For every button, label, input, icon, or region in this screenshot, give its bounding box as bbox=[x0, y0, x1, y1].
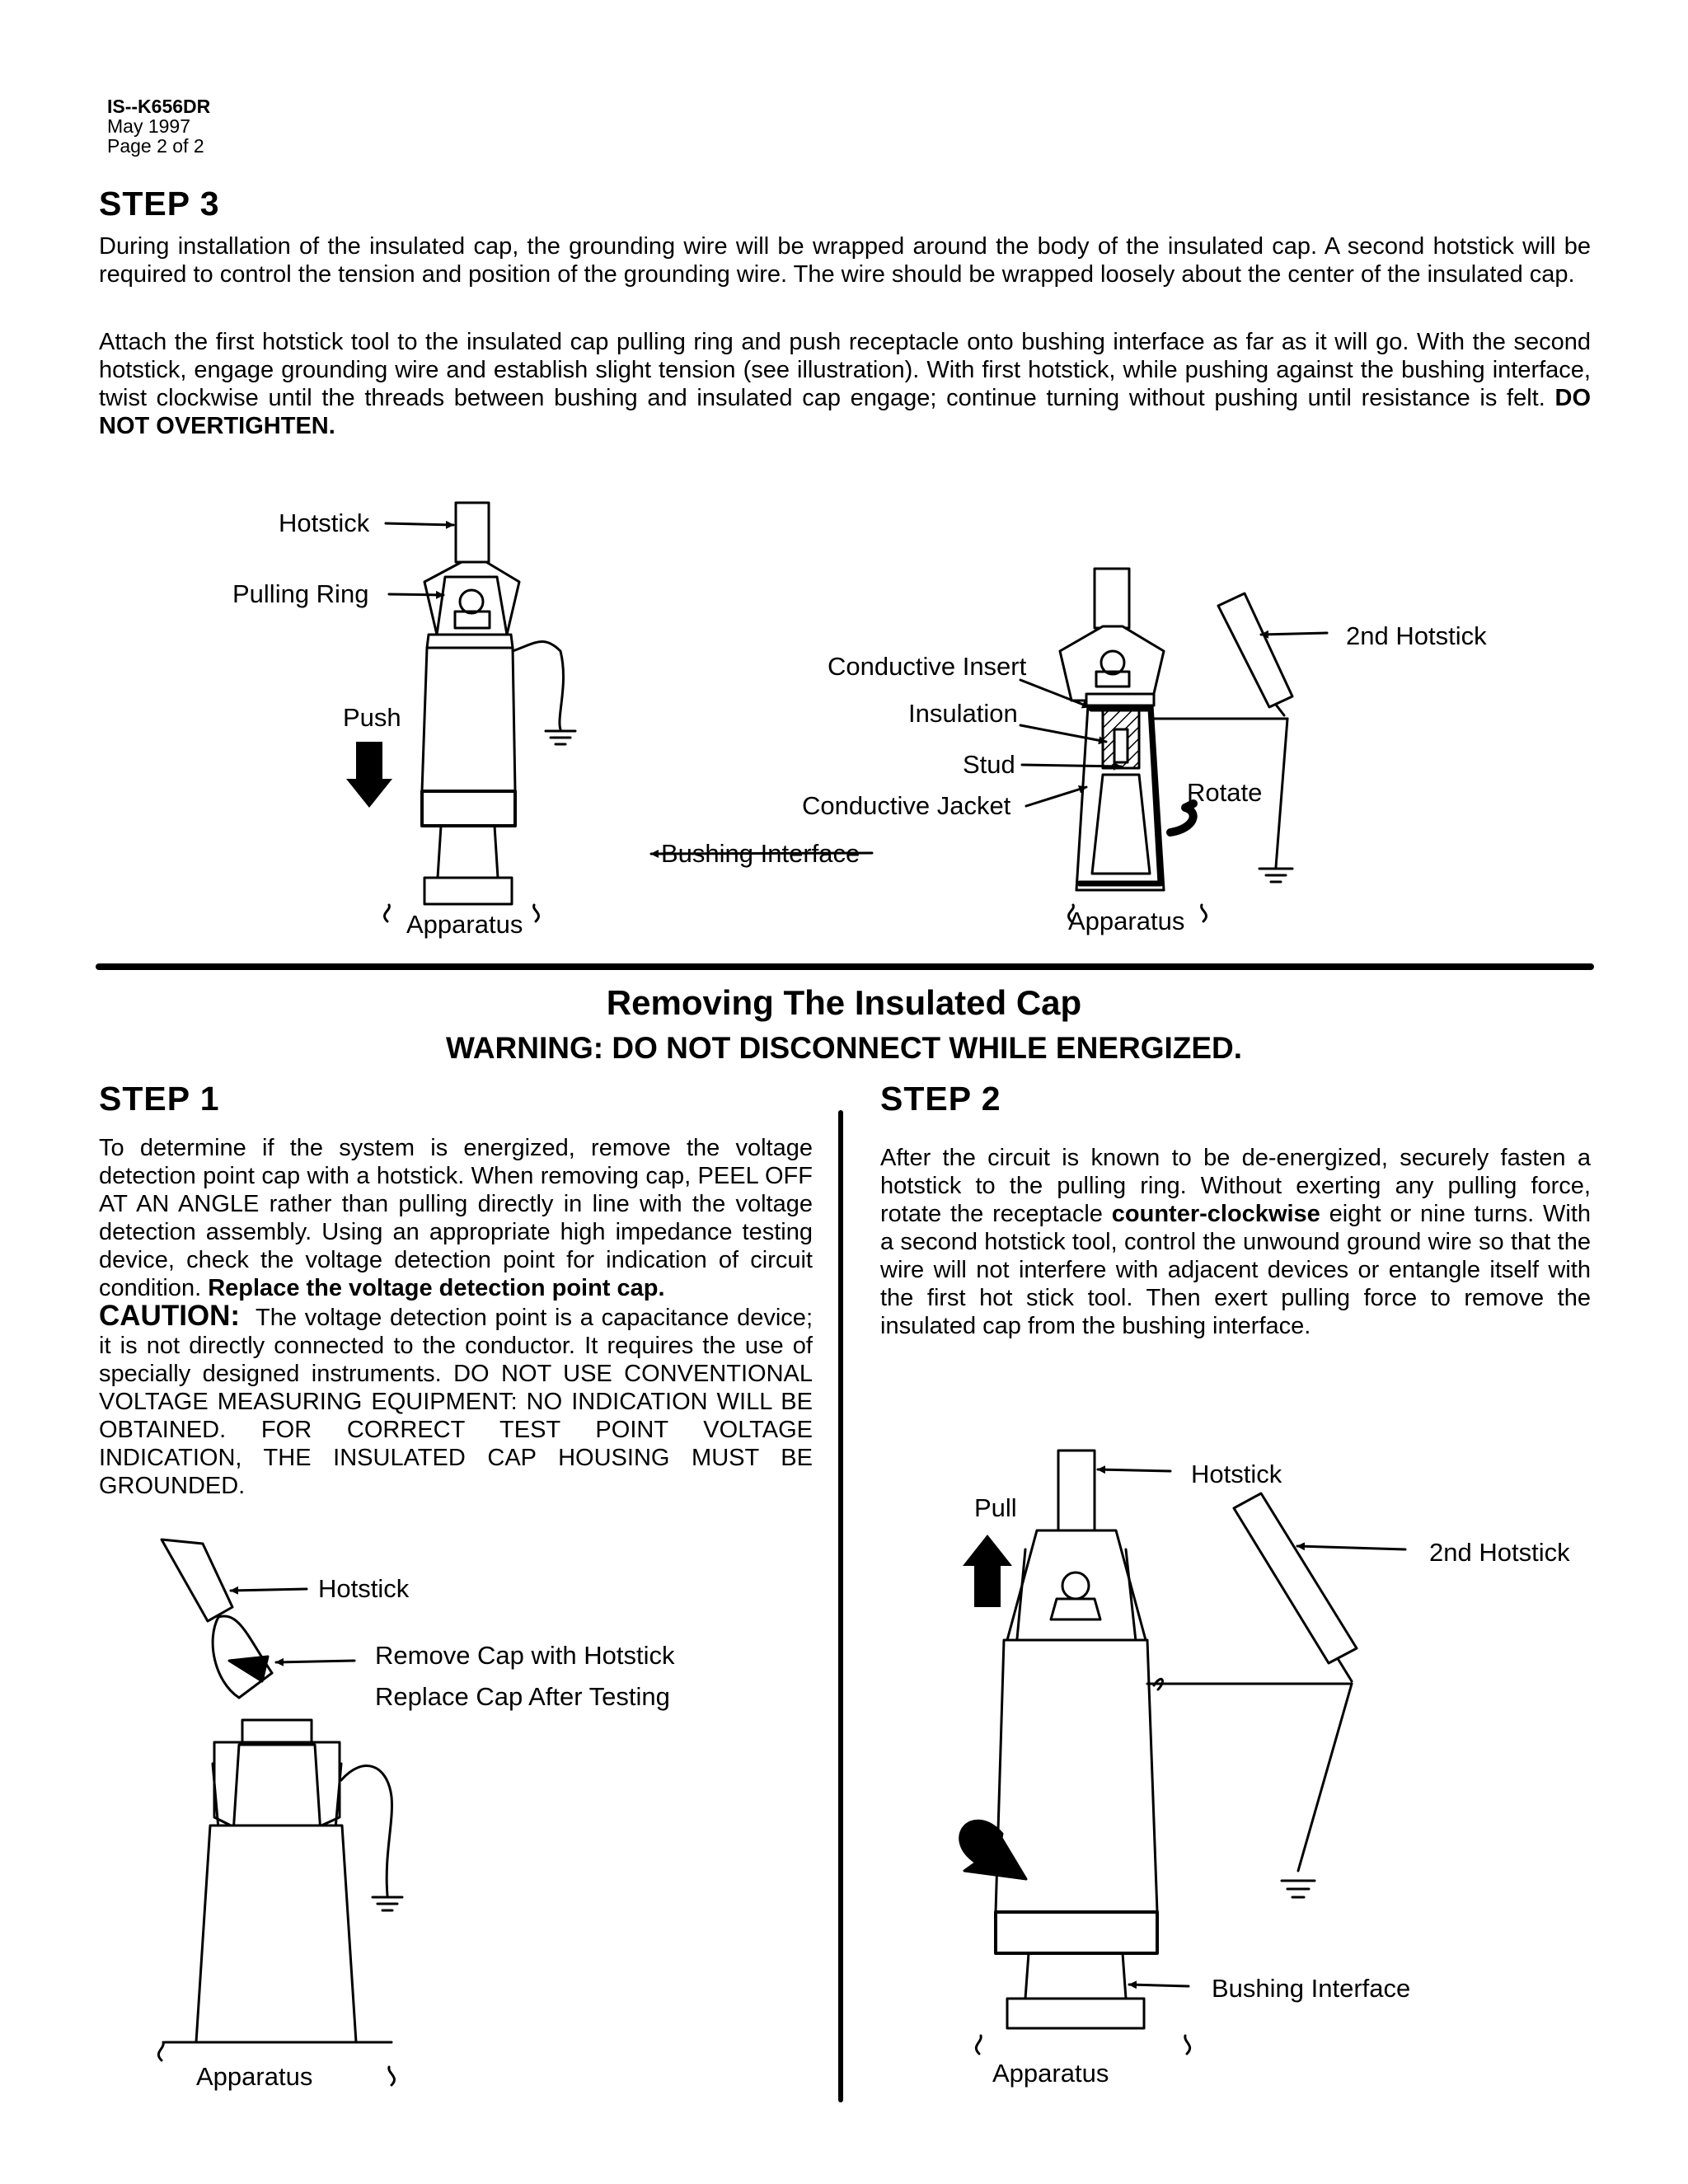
remove-step2-body: After the circuit is known to be de-energized, securely fasten a hotstick to the pulling ring. Without exerting any pulling force, rotate the receptacle bbox=[880, 1145, 1591, 1227]
label-pulling-ring: Pulling Ring bbox=[232, 579, 369, 608]
install-step-paragraph-1: During installation of the insulated cap, the grounding wire will be wrapped around the body of the insulated cap. A second hotstick will be required to control the tension and position of the grounding wire. The wire should be wrapped loosely about the center of the insulated cap. bbox=[99, 233, 1591, 288]
label-replace-cap: Replace Cap After Testing bbox=[375, 1682, 670, 1711]
page-number: Page 2 of 2 bbox=[107, 135, 204, 157]
label-bushing-interface: Bushing Interface bbox=[661, 839, 860, 868]
remove-step1-title: STEP 1 bbox=[99, 1080, 220, 1118]
label-bushing-interface: Bushing Interface bbox=[1212, 1974, 1411, 2003]
do-not-overtighten-warning: DO NOT OVERTIGHTEN. bbox=[99, 385, 1591, 439]
label-remove-cap: Remove Cap with Hotstick bbox=[375, 1641, 675, 1670]
label-pull: Pull bbox=[974, 1493, 1017, 1522]
label-hotstick: Hotstick bbox=[1191, 1460, 1282, 1488]
label-hotstick: Hotstick bbox=[279, 509, 370, 537]
label-apparatus: Apparatus bbox=[1068, 907, 1185, 935]
label-insulation: Insulation bbox=[908, 699, 1018, 728]
label-push: Push bbox=[343, 703, 401, 732]
install-step-title: STEP 3 bbox=[99, 185, 220, 223]
install-left-figure bbox=[346, 503, 575, 921]
label-apparatus: Apparatus bbox=[196, 2062, 313, 2091]
removal-section-title: Removing The Insulated Cap bbox=[606, 983, 1082, 1022]
remove-right-figure bbox=[960, 1451, 1357, 2054]
replace-cap-instruction: Replace the voltage detection point cap. bbox=[208, 1275, 665, 1301]
label-hotstick: Hotstick bbox=[318, 1574, 410, 1603]
remove-left-figure bbox=[158, 1540, 402, 2085]
remove-step2-title: STEP 2 bbox=[880, 1080, 1001, 1118]
removal-warning: WARNING: DO NOT DISCONNECT WHILE ENERGIZED. bbox=[445, 1031, 1243, 1065]
caution-text: The voltage detection point is a capacitance device; it is not directly connected to the conductor. It requires the use of specially designed instruments. DO NOT USE CONVENTIONAL VOLTAGE MEASURING EQUIPMENT: NO INDICATION WILL BE OBTAINED. FOR CORRECT TEST POINT VOLTAGE INDICATION, THE INSULATED CAP HOUSING MUST BE GROUNDED. bbox=[99, 1305, 813, 1499]
document-id: IS--K656DR bbox=[107, 96, 211, 117]
label-conductive-jacket: Conductive Jacket bbox=[802, 791, 1011, 820]
label-rotate: Rotate bbox=[1187, 778, 1263, 807]
remove-step2-body-continued: eight or nine turns. With a second hotstick tool, control the unwound ground wire so that the wire will not interfere with adjacent devices or entangle itself with the first hot stick tool. Then exert pulling force to remove the insulated cap from the bushing interface. bbox=[880, 1201, 1592, 1339]
label-stud: Stud bbox=[963, 750, 1015, 779]
install-step-paragraph-2-text: Attach the first hotstick tool to the insulated cap pulling ring and push receptacle onto bushing interface as far as it will go. With the second hotstick, engage grounding wire and establish slight tension (see illustration). With first hotstick, while pushing against the bushing interface, twist clockwise until the threads between bushing and insulated cap engage; continue turning without pushing until resistance is felt. bbox=[99, 329, 1591, 411]
label-conductive-insert: Conductive Insert bbox=[828, 652, 1027, 681]
label-2nd-hotstick: 2nd Hotstick bbox=[1346, 621, 1487, 650]
counter-clockwise-emphasis: counter-clockwise bbox=[1111, 1201, 1320, 1227]
label-apparatus: Apparatus bbox=[992, 2059, 1109, 2088]
label-apparatus: Apparatus bbox=[406, 910, 523, 939]
caution-label: CAUTION: bbox=[99, 1300, 241, 1332]
label-2nd-hotstick: 2nd Hotstick bbox=[1429, 1538, 1570, 1567]
remove-step1-body: To determine if the system is energized, remove the voltage detection point cap with a hotstick. When removing cap, PEEL OFF AT AN ANGLE rather than pulling directly in line with the voltage detection assembly. Using an appropriate high impedance testing device, check the voltage detection point for indication of circuit condition. bbox=[99, 1135, 813, 1301]
document-date: May 1997 bbox=[107, 115, 191, 137]
install-right-figure bbox=[1060, 569, 1292, 921]
